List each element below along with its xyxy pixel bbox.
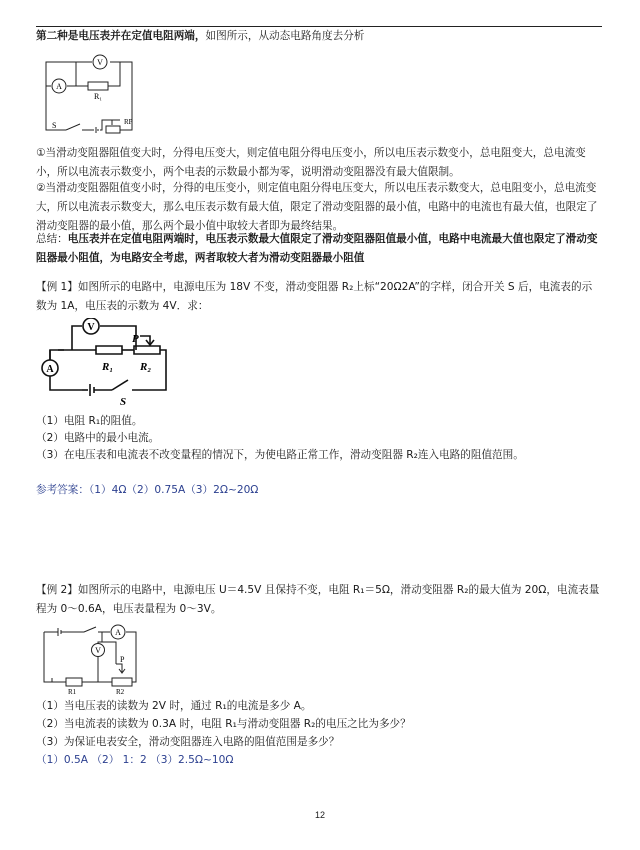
section-heading-rest: 如图所示，从动态电路角度去分析 [205, 30, 365, 42]
r1-label: R1 [68, 688, 77, 696]
section-heading-bold: 第二种是电压表并在定值电阻两端， [36, 30, 206, 42]
r1-resistor [66, 678, 82, 686]
voltmeter-label: V [97, 58, 103, 67]
summary-label: 总结： [36, 233, 68, 245]
section-heading [36, 27, 602, 46]
r2-label: R2 [116, 688, 125, 696]
example1-question-2: （2）电路中的最小电流。 [36, 432, 160, 444]
circuit-diagram-2 [36, 318, 176, 408]
example2-question-2: （2）当电流表的读数为 0.3A 时，电阻 R₁与滑动变阻器 R₂的电压之比为多少？ [36, 718, 411, 730]
ammeter-label: A [46, 364, 54, 375]
voltmeter-label: V [87, 322, 95, 333]
summary-text: 电压表并在定值电阻两端时，电压表示数最大值限定了滑动变阻器阻值最小值，电路中电流最大值也限定了滑动变阻器最小阻值，为电路安全考虑，两者取较大者为滑动变阻器最小阻值 [36, 233, 598, 264]
r1-label: R₁ [102, 361, 114, 373]
r1-label: R₁ [94, 92, 103, 101]
r2-resistor [112, 678, 132, 686]
rp-label: RP [124, 118, 133, 126]
page-number: 12 [314, 810, 325, 820]
analysis-paragraph-2: ②当滑动变阻器阻值变小时，分得的电压变小，则定值电阻分得电压变大，所以电压表示数变大，总电阻变小，总电流变大，所以电流表示数变大，那么电压表示数有最大值，限定了滑动变阻器的最小值，电路中的电流也有最大值，也限定了滑动变阻器的最小值，那么两个最小值中取较大者即为最终结果。 [36, 182, 598, 232]
example1-question-1: （1）电阻 R₁的阻值。 [36, 415, 143, 427]
example1-question-3: （3）在电压表和电流表不改变量程的情况下，为使电路正常工作，滑动变阻器 R₂连入电路的阻值范围。 [36, 449, 524, 461]
example1-intro: 【例 1】如图所示的电路中，电源电压为 18V 不变，滑动变阻器 R₂上标“20Ω2A”的字样，闭合开关 S 后，电流表的示数为 1A，电压表的示数为 4V．求： [36, 281, 593, 312]
example2-answer: （1）0.5A （2） 1：2 （3）2.5Ω~10Ω [36, 754, 234, 766]
example2-question-1: （1）当电压表的读数为 2V 时，通过 R₁的电流是多少 A。 [36, 700, 312, 712]
slider-p-label: P [132, 333, 139, 345]
ammeter-label: A [115, 628, 121, 637]
voltmeter-label: V [95, 646, 101, 655]
example2-question-3: （3）为保证电表安全，滑动变阻器连入电路的阻值范围是多少？ [36, 736, 340, 748]
example2-intro: 【例 2】如图所示的电路中，电源电压 U＝4.5V 且保持不变，电阻 R₁＝5Ω，滑动变阻器 R₂的最大值为 20Ω，电流表量程为 0～0.6A，电压表量程为 0～3V。 [36, 584, 600, 615]
switch-label: S [52, 121, 57, 130]
switch-label: S [120, 396, 127, 408]
circuit-diagram-1 [36, 48, 146, 138]
analysis-paragraph-1: ①当滑动变阻器阻值变大时，分得电压变大，则定值电阻分得电压变小，所以电压表示数变小，总电阻变大，总电流变小，所以电流表示数变小，两个电表的示数最小都为零，说明滑动变阻器没有最大值限制。 [36, 147, 586, 178]
example1-answer: 参考答案：（1）4Ω（2）0.75A（3）2Ω~20Ω [36, 484, 259, 496]
slider-p-label: P [120, 655, 125, 664]
ammeter-label: A [56, 82, 62, 91]
circuit-diagram-3 [36, 620, 156, 696]
r2-label: R₂ [140, 361, 152, 373]
summary-paragraph [36, 230, 602, 268]
